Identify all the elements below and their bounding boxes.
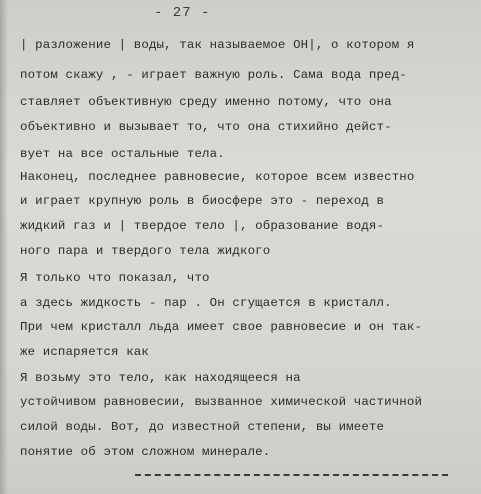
- text-line-1: | разложение | воды, так называемое ОН|, о котором я: [20, 38, 415, 52]
- text-line-16: силой воды. Вот, до известной степени, вы имеете: [20, 420, 385, 434]
- text-line-15: устойчивом равновесии, вызванное химической частичной: [20, 395, 423, 409]
- dashed-separator: [135, 474, 448, 476]
- text-line-5: вует на все остальные тела.: [20, 147, 225, 161]
- text-line-4: объективно и вызывает то, что она стихийно дейст-: [20, 120, 392, 134]
- text-line-17: понятие об этом сложном минерале.: [20, 445, 271, 459]
- text-line-13: же испаряется как: [20, 345, 149, 359]
- text-line-11: а здесь жидкость - пар . Он сгущается в кристалл.: [20, 296, 392, 310]
- text-line-10: Я только что показал, что: [20, 271, 210, 285]
- text-line-8: жидкий газ и | твердое тело |, образование водя-: [20, 219, 385, 233]
- text-line-7: и играет крупную роль в биосфере это - переход в: [20, 194, 385, 208]
- text-line-3: ставляет объективную среду именно потому, что она: [20, 95, 392, 109]
- text-line-12: При чем кристалл льда имеет свое равновесие и он так-: [20, 320, 423, 334]
- page-number: - 27 -: [154, 5, 211, 21]
- text-line-9: ного пара и твердого тела жидкого: [20, 244, 271, 258]
- text-line-6: Наконец, последнее равновесие, которое всем известно: [20, 170, 415, 184]
- text-line-14: Я возьму это тело, как находящееся на: [20, 371, 301, 385]
- text-line-2: потом скажу , - играет важную роль. Сама вода пред-: [20, 68, 407, 82]
